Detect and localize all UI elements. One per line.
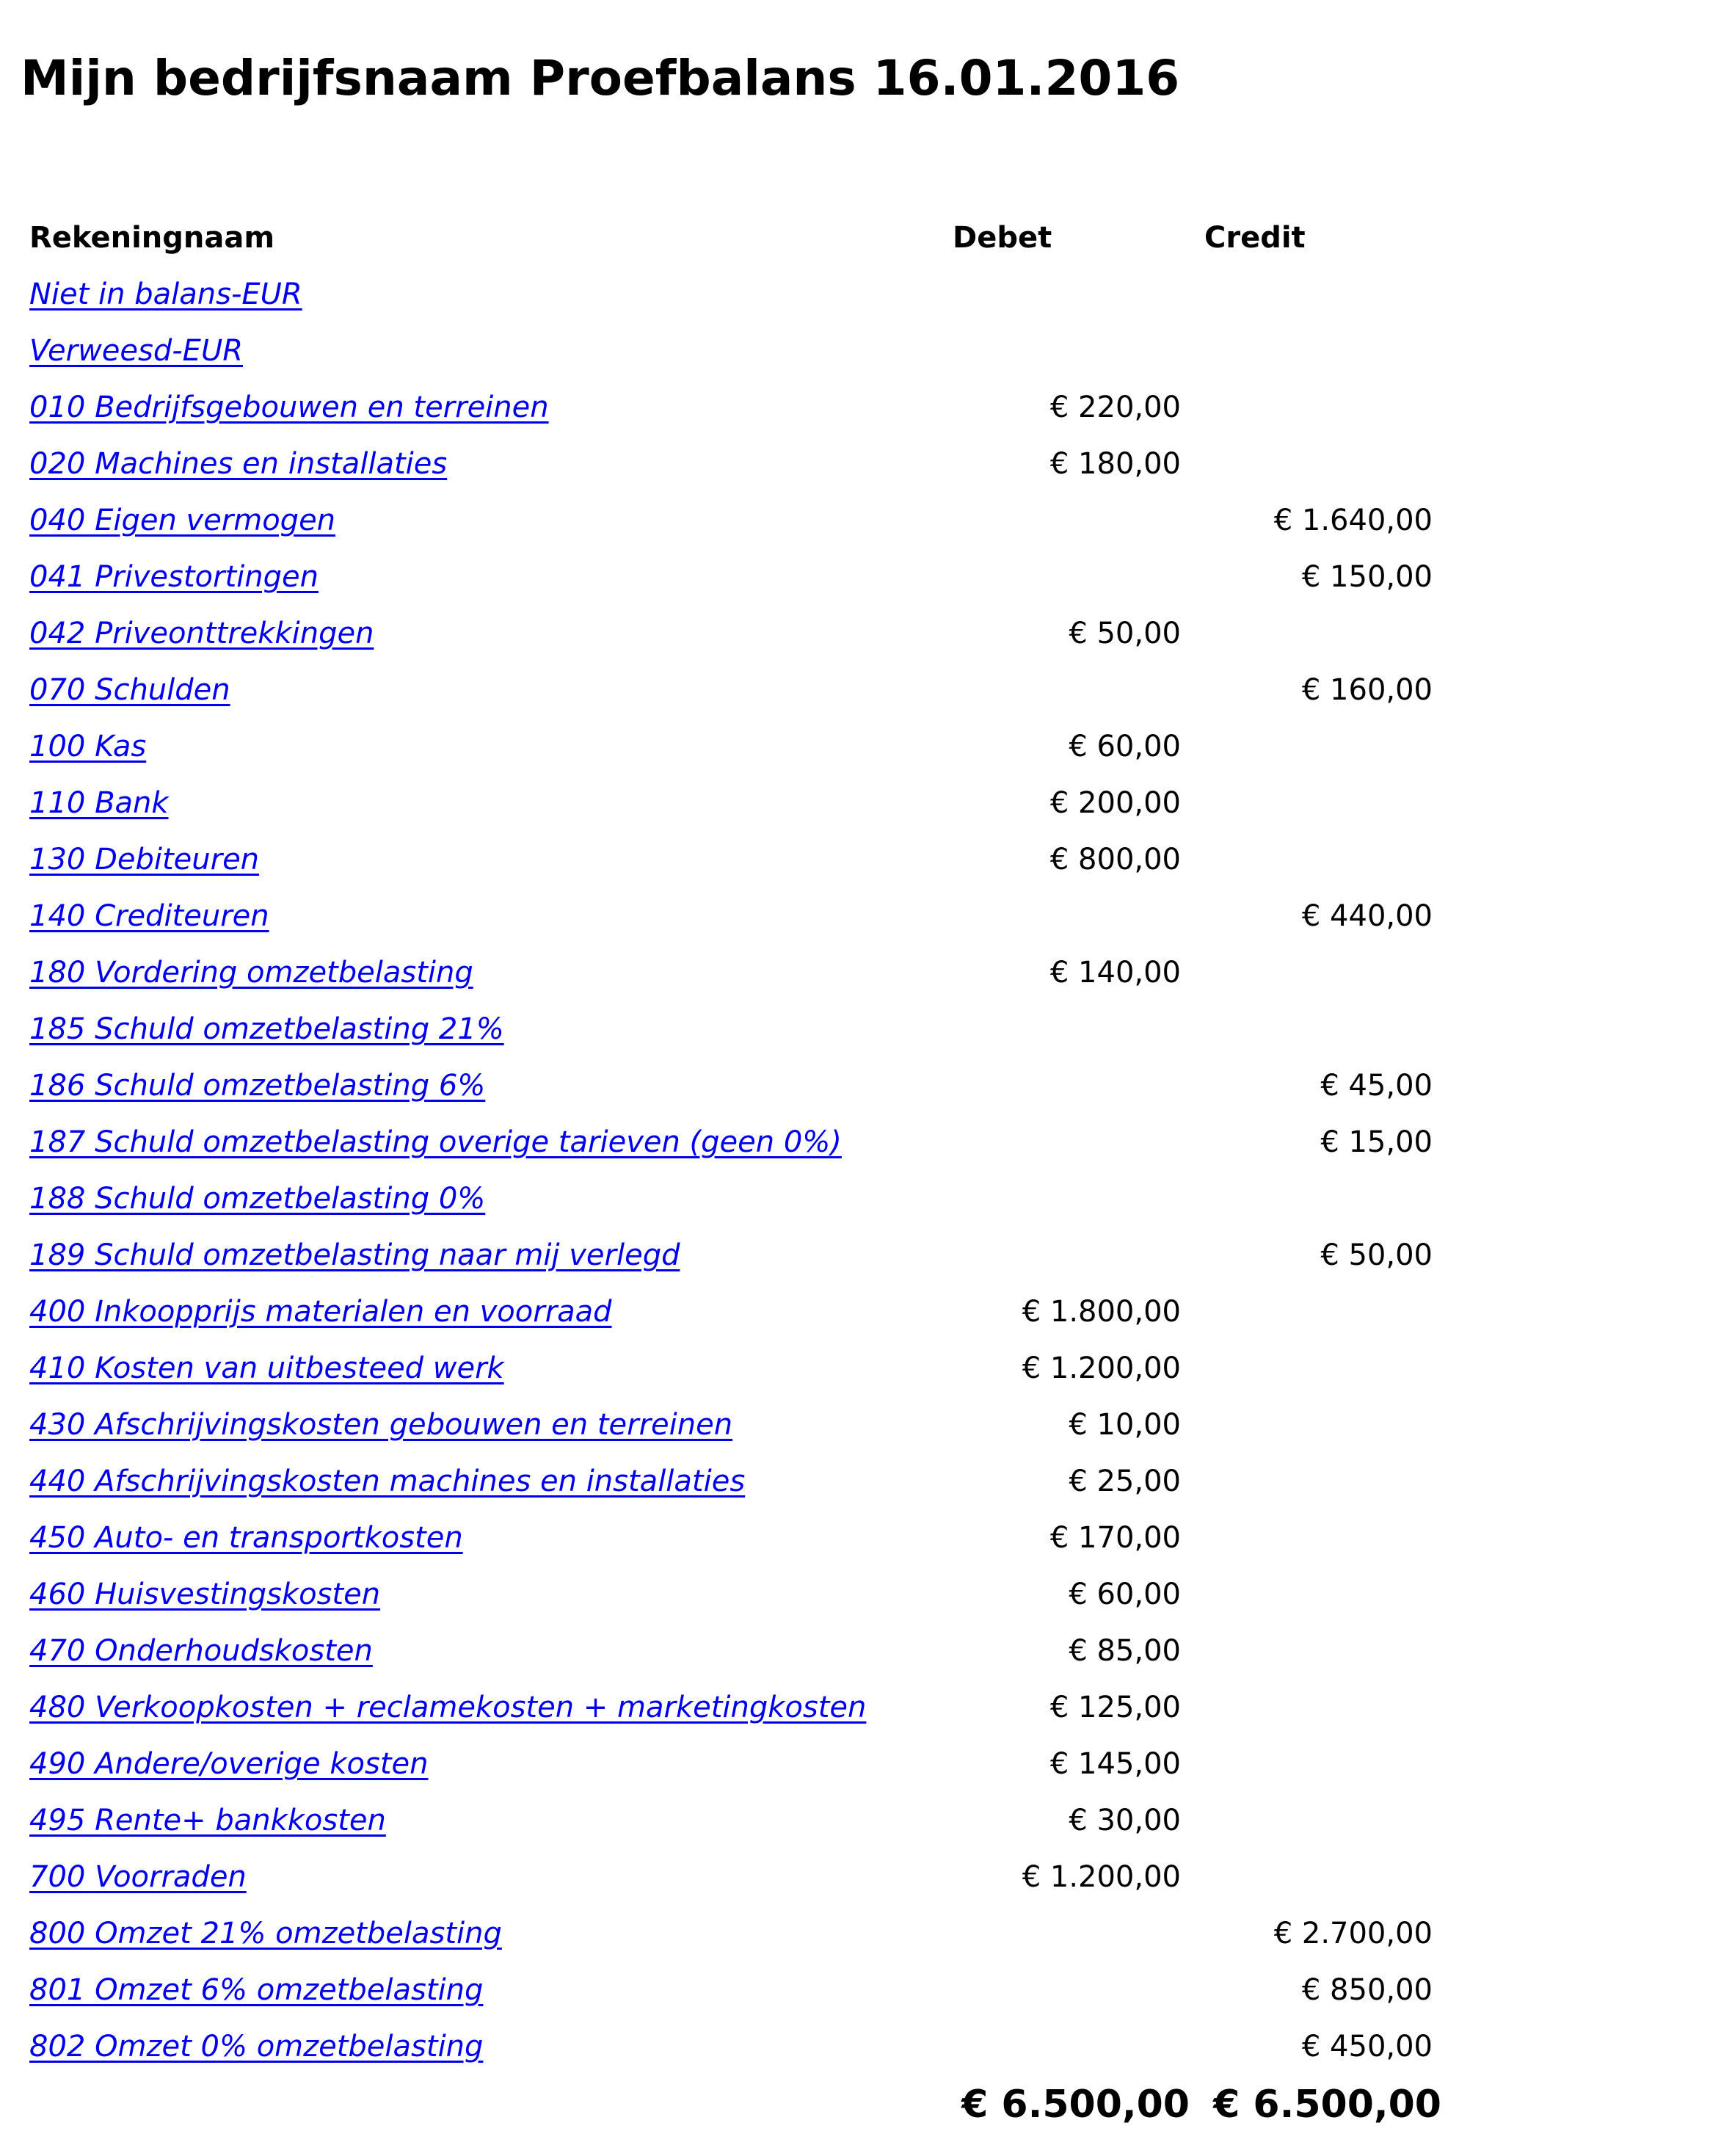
debet-cell: [941, 322, 1193, 379]
credit-cell: [1193, 1622, 1444, 1679]
account-name-cell: [18, 718, 941, 774]
credit-cell: [1193, 944, 1444, 1001]
credit-cell: € 440,00: [1301, 899, 1433, 933]
debet-cell: € 220,00: [1049, 390, 1181, 424]
account-name-cell: [18, 1114, 941, 1170]
account-name-cell: [18, 1396, 941, 1453]
account-name-cell: [18, 1679, 941, 1735]
account-link[interactable]: 480 Verkoopkosten + reclamekosten + marketingkosten: [29, 1690, 867, 1724]
account-name-cell: [18, 1566, 941, 1622]
column-header-account-name: Rekeningnaam: [29, 220, 275, 255]
account-name-cell: [18, 1848, 941, 1905]
credit-cell: € 2.700,00: [1273, 1916, 1433, 1950]
account-link[interactable]: 800 Omzet 21% omzetbelasting: [29, 1916, 502, 1950]
table-footer: [18, 2075, 1444, 2135]
table-row: [18, 888, 1444, 944]
credit-cell: [1193, 1566, 1444, 1622]
account-link[interactable]: 110 Bank: [29, 785, 169, 820]
table-row: [18, 1679, 1444, 1735]
debet-cell: € 60,00: [1069, 729, 1181, 763]
header-row: [18, 209, 1444, 266]
debet-cell: € 170,00: [1049, 1520, 1181, 1555]
debet-cell: € 200,00: [1049, 785, 1181, 820]
credit-cell: [1193, 605, 1444, 661]
account-name-cell: [18, 1961, 941, 2018]
table-row: [18, 1396, 1444, 1453]
table-row: [18, 1340, 1444, 1396]
account-name-cell: [18, 1792, 941, 1848]
credit-cell: € 1.640,00: [1273, 503, 1433, 537]
table-row: [18, 379, 1444, 435]
table-row: [18, 1792, 1444, 1848]
credit-cell: € 160,00: [1301, 672, 1433, 707]
debet-cell: [941, 1905, 1193, 1961]
column-header-debet: Debet: [953, 220, 1052, 255]
table-row: [18, 1622, 1444, 1679]
account-link[interactable]: 802 Omzet 0% omzetbelasting: [29, 2029, 484, 2064]
credit-cell: [1193, 1001, 1444, 1057]
debet-cell: [941, 1227, 1193, 1283]
account-link[interactable]: 020 Machines en installaties: [29, 446, 448, 481]
debet-cell: € 50,00: [1069, 616, 1181, 650]
debet-cell: [941, 661, 1193, 718]
account-link[interactable]: Verweesd-EUR: [29, 333, 244, 368]
debet-cell: € 1.200,00: [1022, 1351, 1181, 1385]
debet-cell: € 145,00: [1049, 1746, 1181, 1781]
table-row: [18, 1227, 1444, 1283]
totals-row: [18, 2075, 1444, 2135]
table-row: [18, 1001, 1444, 1057]
credit-cell: [1193, 831, 1444, 888]
account-link[interactable]: 440 Afschrijvingskosten machines en installaties: [29, 1464, 746, 1498]
table-row: [18, 774, 1444, 831]
table-row: [18, 2018, 1444, 2075]
account-link[interactable]: 495 Rente+ bankkosten: [29, 1803, 386, 1837]
account-link[interactable]: 130 Debiteuren: [29, 842, 260, 876]
account-link[interactable]: 187 Schuld omzetbelasting overige tarieven (geen 0%): [29, 1125, 842, 1159]
account-name-cell: [18, 1622, 941, 1679]
table-row: [18, 718, 1444, 774]
debet-cell: € 125,00: [1049, 1690, 1181, 1724]
totals-spacer: [18, 2075, 941, 2135]
credit-cell: € 150,00: [1301, 559, 1433, 594]
credit-cell: [1193, 774, 1444, 831]
credit-cell: [1193, 266, 1444, 322]
debet-cell: € 85,00: [1069, 1633, 1181, 1668]
account-name-cell: [18, 1905, 941, 1961]
account-name-cell: [18, 1227, 941, 1283]
account-name-cell: [18, 1453, 941, 1509]
account-link[interactable]: 450 Auto- en transportkosten: [29, 1520, 463, 1555]
account-link[interactable]: 041 Privestortingen: [29, 559, 319, 594]
table-row: [18, 435, 1444, 492]
credit-cell: € 850,00: [1301, 1972, 1433, 2007]
table-row: [18, 605, 1444, 661]
credit-cell: [1193, 1396, 1444, 1453]
account-name-cell: [18, 1283, 941, 1340]
credit-cell: [1193, 1340, 1444, 1396]
credit-cell: [1193, 1848, 1444, 1905]
credit-cell: € 45,00: [1320, 1068, 1433, 1103]
table-row: [18, 944, 1444, 1001]
account-name-cell: [18, 1001, 941, 1057]
total-credit: € 6.500,00: [1213, 2083, 1441, 2127]
account-link[interactable]: 470 Onderhoudskosten: [29, 1633, 373, 1668]
table-row: [18, 831, 1444, 888]
account-link[interactable]: 400 Inkoopprijs materialen en voorraad: [29, 1294, 612, 1329]
debet-cell: [941, 548, 1193, 605]
account-name-cell: [18, 888, 941, 944]
account-link[interactable]: 185 Schuld omzetbelasting 21%: [29, 1012, 504, 1046]
table-row: [18, 548, 1444, 605]
table-row: [18, 492, 1444, 548]
table-row: [18, 322, 1444, 379]
credit-cell: [1193, 1283, 1444, 1340]
credit-cell: € 450,00: [1301, 2029, 1433, 2064]
table-row: [18, 1170, 1444, 1227]
credit-cell: [1193, 718, 1444, 774]
account-name-cell: [18, 435, 941, 492]
debet-cell: € 140,00: [1049, 955, 1181, 990]
account-link[interactable]: 070 Schulden: [29, 672, 230, 707]
account-link[interactable]: 490 Andere/overige kosten: [29, 1746, 429, 1781]
debet-cell: [941, 492, 1193, 548]
account-name-cell: [18, 548, 941, 605]
table-header: [18, 209, 1444, 266]
account-link[interactable]: Niet in balans-EUR: [29, 277, 302, 311]
account-link[interactable]: 189 Schuld omzetbelasting naar mij verlegd: [29, 1238, 680, 1272]
table-row: [18, 1735, 1444, 1792]
credit-cell: [1193, 1170, 1444, 1227]
credit-cell: [1193, 379, 1444, 435]
credit-cell: [1193, 1453, 1444, 1509]
debet-cell: [941, 1170, 1193, 1227]
debet-cell: € 180,00: [1049, 446, 1181, 481]
debet-cell: € 25,00: [1069, 1464, 1181, 1498]
account-name-cell: [18, 2018, 941, 2075]
debet-cell: € 60,00: [1069, 1577, 1181, 1611]
debet-cell: [941, 1114, 1193, 1170]
account-name-cell: [18, 492, 941, 548]
column-header-credit: Credit: [1204, 220, 1306, 255]
trial-balance-table: [18, 209, 1444, 2135]
account-name-cell: [18, 944, 941, 1001]
account-link[interactable]: 186 Schuld omzetbelasting 6%: [29, 1068, 486, 1103]
account-name-cell: [18, 774, 941, 831]
credit-cell: [1193, 322, 1444, 379]
table-row: [18, 1283, 1444, 1340]
debet-cell: [941, 266, 1193, 322]
debet-cell: € 10,00: [1069, 1407, 1181, 1442]
debet-cell: [941, 1057, 1193, 1114]
account-link[interactable]: 040 Eigen vermogen: [29, 503, 336, 537]
account-name-cell: [18, 322, 941, 379]
account-link[interactable]: 700 Voorraden: [29, 1859, 247, 1894]
table-row: [18, 1453, 1444, 1509]
credit-cell: [1193, 435, 1444, 492]
debet-cell: [941, 2018, 1193, 2075]
table-row: [18, 1566, 1444, 1622]
table-body: [18, 266, 1444, 2075]
account-name-cell: [18, 1509, 941, 1566]
account-link[interactable]: 188 Schuld omzetbelasting 0%: [29, 1181, 486, 1216]
debet-cell: € 1.800,00: [1022, 1294, 1181, 1329]
account-link[interactable]: 140 Crediteuren: [29, 899, 269, 933]
account-name-cell: [18, 605, 941, 661]
account-link[interactable]: 010 Bedrijfsgebouwen en terreinen: [29, 390, 549, 424]
debet-cell: € 800,00: [1049, 842, 1181, 876]
account-name-cell: [18, 1170, 941, 1227]
account-name-cell: [18, 266, 941, 322]
account-link[interactable]: 801 Omzet 6% omzetbelasting: [29, 1972, 484, 2007]
account-link[interactable]: 100 Kas: [29, 729, 147, 763]
debet-cell: [941, 888, 1193, 944]
total-debet: € 6.500,00: [961, 2083, 1190, 2127]
table-row: [18, 1961, 1444, 2018]
account-name-cell: [18, 661, 941, 718]
table-row: [18, 1905, 1444, 1961]
credit-cell: € 15,00: [1320, 1125, 1433, 1159]
account-name-cell: [18, 1735, 941, 1792]
page-title: Mijn bedrijfsnaam Proefbalans 16.01.2016: [21, 50, 1180, 106]
account-link[interactable]: 410 Kosten van uitbesteed werk: [29, 1351, 504, 1385]
account-link[interactable]: 180 Vordering omzetbelasting: [29, 955, 473, 990]
debet-cell: [941, 1961, 1193, 2018]
table-row: [18, 1848, 1444, 1905]
account-name-cell: [18, 831, 941, 888]
account-name-cell: [18, 1057, 941, 1114]
account-link[interactable]: 460 Huisvestingskosten: [29, 1577, 381, 1611]
credit-cell: [1193, 1509, 1444, 1566]
debet-cell: € 30,00: [1069, 1803, 1181, 1837]
credit-cell: [1193, 1792, 1444, 1848]
table-row: [18, 1509, 1444, 1566]
table-row: [18, 1057, 1444, 1114]
credit-cell: [1193, 1679, 1444, 1735]
account-name-cell: [18, 379, 941, 435]
credit-cell: € 50,00: [1320, 1238, 1433, 1272]
account-link[interactable]: 430 Afschrijvingskosten gebouwen en terreinen: [29, 1407, 733, 1442]
debet-cell: [941, 1001, 1193, 1057]
table-row: [18, 661, 1444, 718]
credit-cell: [1193, 1735, 1444, 1792]
table-row: [18, 1114, 1444, 1170]
debet-cell: € 1.200,00: [1022, 1859, 1181, 1894]
table-row: [18, 266, 1444, 322]
account-link[interactable]: 042 Priveonttrekkingen: [29, 616, 374, 650]
account-name-cell: [18, 1340, 941, 1396]
